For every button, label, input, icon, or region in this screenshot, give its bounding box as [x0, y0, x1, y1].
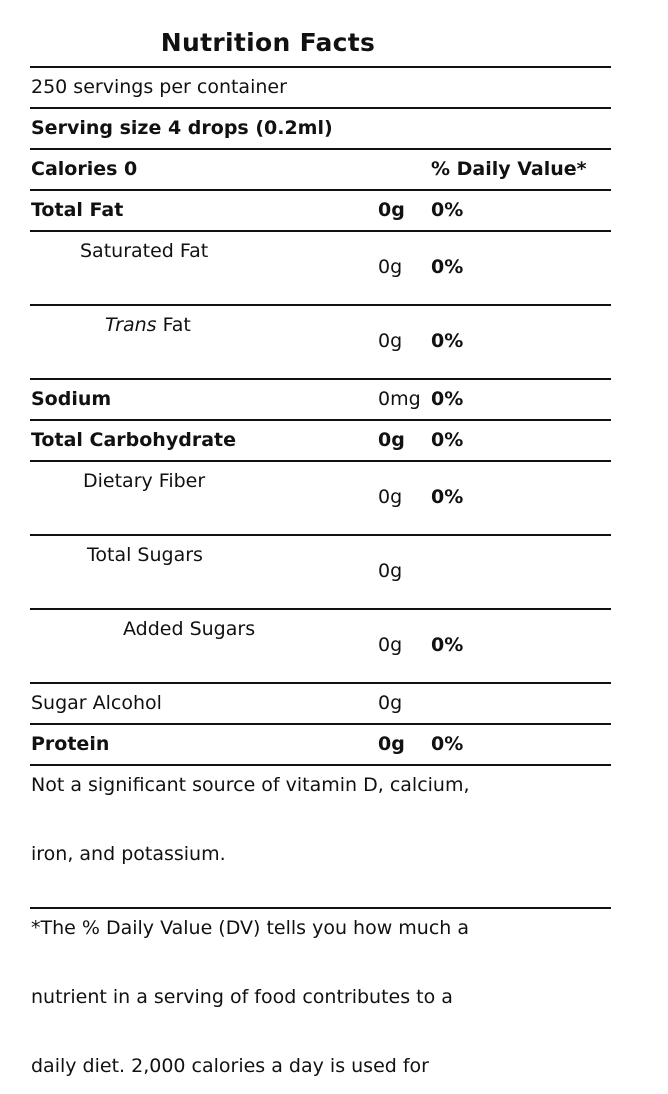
trans-italic-label: Trans	[105, 314, 157, 336]
divider	[30, 66, 611, 68]
divider	[30, 378, 611, 380]
divider	[30, 107, 611, 109]
serving-size: Serving size 4 drops (0.2ml)	[31, 117, 333, 139]
divider	[30, 723, 611, 725]
nutrient-dv-trans-fat: 0%	[431, 330, 464, 352]
label-title: Nutrition Facts	[160, 28, 376, 57]
nutrient-amount-trans-fat: 0g	[378, 330, 403, 352]
daily-value-note-line-1: *The % Daily Value (DV) tells you how much a	[31, 917, 470, 939]
divider	[30, 148, 611, 150]
trans-fat-label-rest: Fat	[156, 314, 191, 336]
nutrient-amount-protein: 0g	[378, 733, 405, 755]
nutrient-dv-saturated-fat: 0%	[431, 256, 464, 278]
nutrient-name-added-sugars: Added Sugars	[123, 618, 256, 640]
vitamins-note-line-1: Not a significant source of vitamin D, calcium,	[31, 774, 470, 796]
nutrient-name-dietary-fiber: Dietary Fiber	[83, 470, 206, 492]
nutrient-dv-protein: 0%	[431, 733, 464, 755]
nutrient-name-total-carbohydrate: Total Carbohydrate	[31, 429, 236, 451]
nutrient-amount-dietary-fiber: 0g	[378, 486, 403, 508]
daily-value-header: % Daily Value*	[431, 158, 587, 180]
servings-per-container: 250 servings per container	[31, 76, 287, 98]
divider	[30, 419, 611, 421]
divider	[30, 907, 611, 909]
vitamins-note-line-2: iron, and potassium.	[31, 843, 226, 865]
nutrient-dv-dietary-fiber: 0%	[431, 486, 464, 508]
daily-value-note-line-3: daily diet. 2,000 calories a day is used for	[31, 1055, 429, 1077]
daily-value-note-line-2: nutrient in a serving of food contributes to a	[31, 986, 453, 1008]
nutrient-dv-added-sugars: 0%	[431, 634, 464, 656]
nutrient-name-sodium: Sodium	[31, 388, 112, 410]
nutrient-amount-total-fat: 0g	[378, 199, 405, 221]
nutrient-amount-sodium: 0mg	[378, 388, 421, 410]
nutrient-amount-sugar-alcohol: 0g	[378, 692, 403, 714]
divider	[30, 608, 611, 610]
nutrient-name-sugar-alcohol: Sugar Alcohol	[31, 692, 162, 714]
nutrient-dv-sodium: 0%	[431, 388, 464, 410]
nutrient-dv-total-fat: 0%	[431, 199, 464, 221]
nutrient-name-saturated-fat: Saturated Fat	[80, 240, 209, 262]
divider	[30, 189, 611, 191]
nutrient-name-protein: Protein	[31, 733, 110, 755]
nutrient-name-total-fat: Total Fat	[31, 199, 124, 221]
divider	[30, 682, 611, 684]
divider	[30, 534, 611, 536]
nutrient-amount-total-carbohydrate: 0g	[378, 429, 405, 451]
nutrient-amount-saturated-fat: 0g	[378, 256, 403, 278]
nutrient-amount-total-sugars: 0g	[378, 560, 403, 582]
nutrient-name-trans-fat	[105, 313, 191, 337]
divider	[30, 764, 611, 766]
divider	[30, 304, 611, 306]
nutrient-dv-total-carbohydrate: 0%	[431, 429, 464, 451]
nutrient-name-total-sugars: Total Sugars	[87, 544, 203, 566]
nutrient-amount-added-sugars: 0g	[378, 634, 403, 656]
divider	[30, 460, 611, 462]
calories: Calories 0	[31, 158, 138, 180]
divider	[30, 230, 611, 232]
